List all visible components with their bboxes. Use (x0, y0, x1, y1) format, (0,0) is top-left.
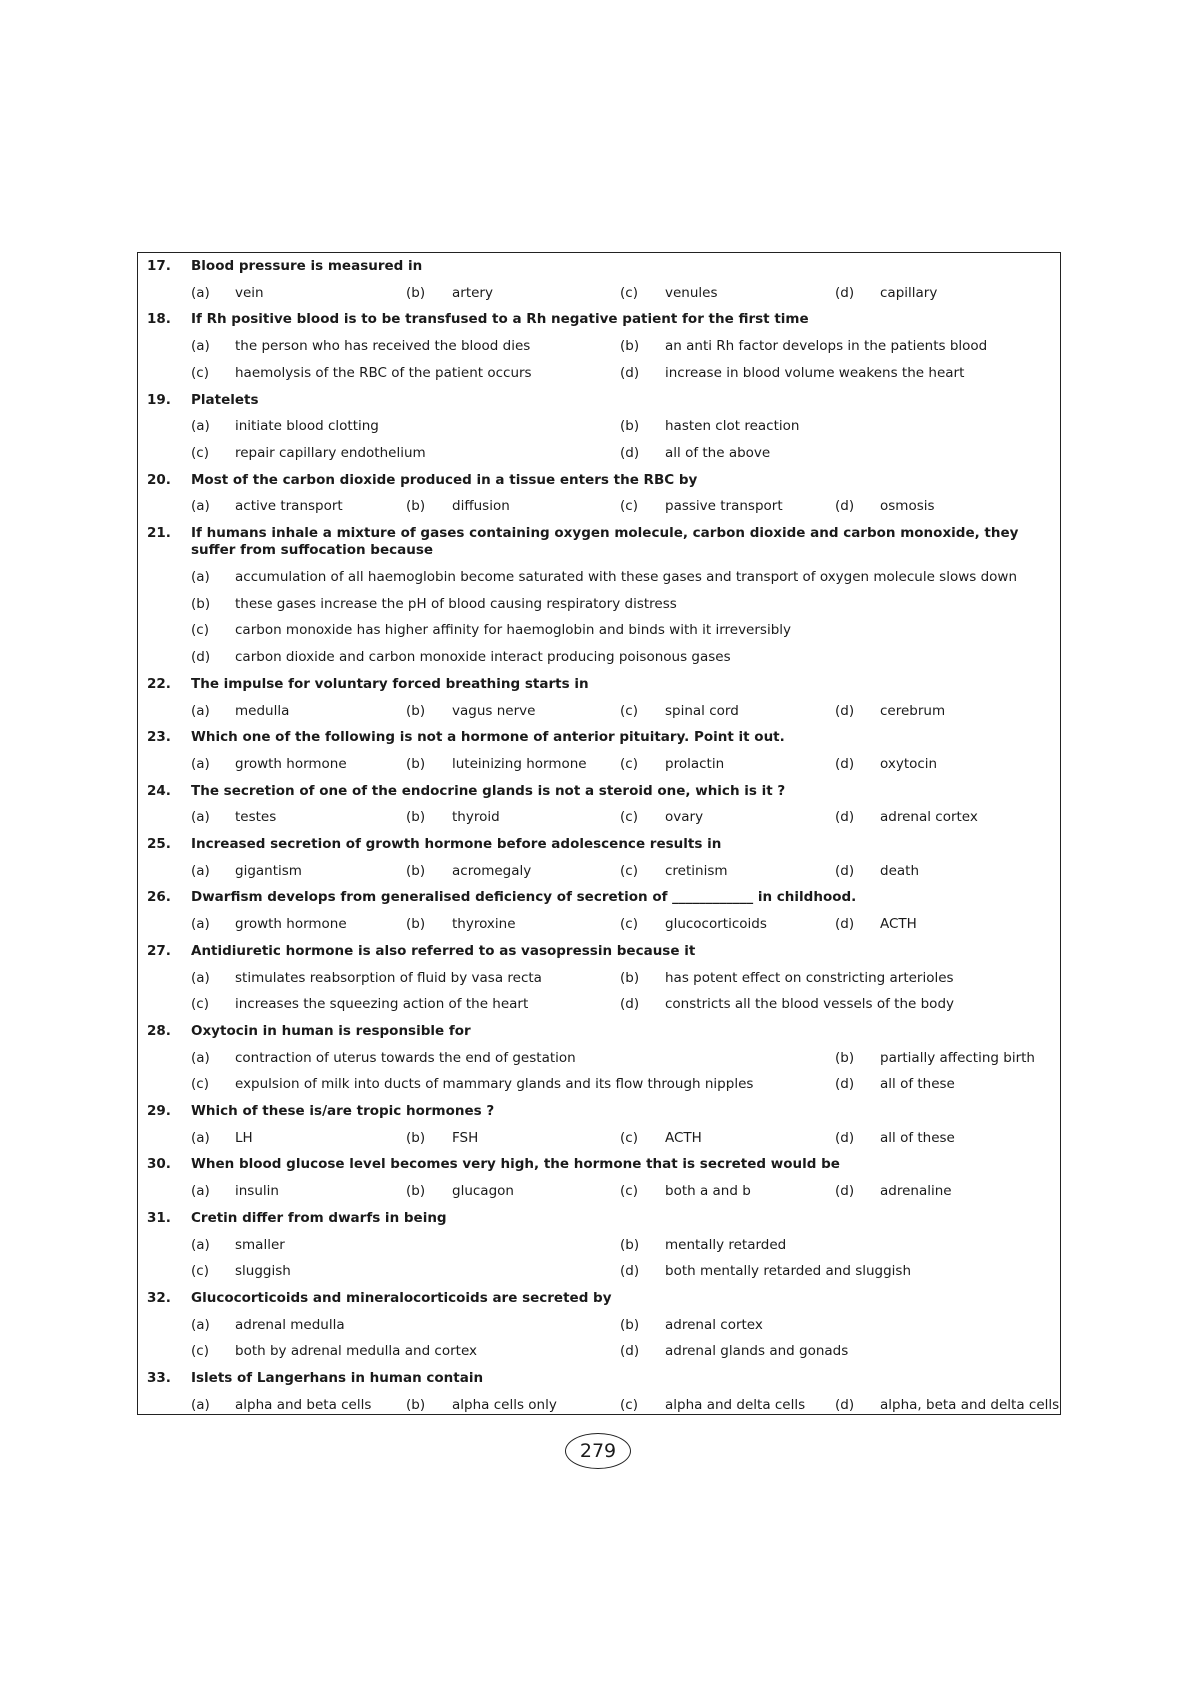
option-label: (a) (191, 338, 210, 355)
question-text: Which of these is/are tropic hormones ? (191, 1103, 495, 1120)
option-text: stimulates reabsorption of fluid by vasa recta (235, 969, 542, 986)
question-row (138, 1103, 1060, 1130)
question-row (138, 729, 1060, 756)
option-text: active transport (235, 498, 343, 515)
option-text: accumulation of all haemoglobin become saturated with these gases and transport of oxygen molecule slows down (235, 569, 1018, 586)
option-label: (d) (835, 702, 855, 719)
option-label: (c) (191, 364, 209, 381)
option-text: capillary (880, 284, 938, 301)
question-row (138, 472, 1060, 499)
question-row (138, 525, 1060, 558)
question-number: 33. (147, 1370, 171, 1387)
option-text: FSH (452, 1129, 479, 1146)
question-row (138, 943, 1060, 970)
option-text: vagus nerve (452, 702, 536, 719)
option-row (138, 863, 1060, 890)
option-text: death (880, 862, 919, 879)
option-label: (d) (620, 444, 640, 461)
question-text: Oxytocin in human is responsible for (191, 1022, 471, 1039)
option-label: (d) (835, 1183, 855, 1200)
option-row (138, 1397, 1060, 1424)
option-label: (b) (620, 1236, 640, 1253)
question-row (138, 311, 1060, 338)
option-row (138, 569, 1060, 596)
option-label: (c) (620, 862, 638, 879)
question-number: 19. (147, 391, 171, 408)
option-row (138, 916, 1060, 943)
option-text: increase in blood volume weakens the heart (665, 364, 965, 381)
option-label: (c) (620, 1183, 638, 1200)
option-label: (b) (406, 916, 426, 933)
question-row (138, 1156, 1060, 1183)
option-text: osmosis (880, 498, 935, 515)
option-text: acromegaly (452, 862, 532, 879)
option-text: all of these (880, 1076, 955, 1093)
question-number: 25. (147, 836, 171, 853)
question-text: Cretin differ from dwarfs in being (191, 1209, 447, 1226)
option-text: smaller (235, 1236, 285, 1253)
option-label: (a) (191, 1049, 210, 1066)
option-label: (a) (191, 969, 210, 986)
option-row (138, 703, 1060, 730)
option-text: medulla (235, 702, 290, 719)
option-row (138, 338, 1060, 365)
option-text: growth hormone (235, 916, 347, 933)
option-label: (c) (191, 622, 209, 639)
option-text: increases the squeezing action of the heart (235, 996, 529, 1013)
option-text: hasten clot reaction (665, 418, 800, 435)
option-label: (d) (620, 996, 640, 1013)
option-text: carbon dioxide and carbon monoxide interact producing poisonous gases (235, 649, 731, 666)
option-text: artery (452, 284, 493, 301)
option-row (138, 809, 1060, 836)
option-row (138, 1183, 1060, 1210)
option-label: (d) (835, 1129, 855, 1146)
question-number: 30. (147, 1156, 171, 1173)
option-text: thyroid (452, 809, 500, 826)
option-row (138, 649, 1060, 676)
option-label: (b) (406, 1129, 426, 1146)
option-text: initiate blood clotting (235, 418, 379, 435)
option-row (138, 1130, 1060, 1157)
option-label: (c) (620, 284, 638, 301)
question-text: Glucocorticoids and mineralocorticoids are secreted by (191, 1289, 612, 1306)
question-row (138, 258, 1060, 285)
option-label: (b) (406, 702, 426, 719)
question-text: Blood pressure is measured in (191, 258, 423, 274)
option-label: (c) (620, 916, 638, 933)
option-text: adrenal cortex (880, 809, 978, 826)
option-text: vein (235, 284, 264, 301)
question-text: Most of the carbon dioxide produced in a tissue enters the RBC by (191, 471, 698, 488)
question-number: 28. (147, 1022, 171, 1039)
option-text: prolactin (665, 755, 725, 772)
option-text: partially affecting birth (880, 1049, 1035, 1066)
page-number: 279 (565, 1433, 631, 1469)
option-label: (d) (835, 862, 855, 879)
question-text: When blood glucose level becomes very high, the hormone that is secreted would be (191, 1156, 840, 1173)
question-row (138, 783, 1060, 810)
option-label: (b) (835, 1049, 855, 1066)
question-text: The secretion of one of the endocrine glands is not a steroid one, which is it ? (191, 782, 786, 799)
option-label: (d) (191, 649, 211, 666)
option-text: carbon monoxide has higher affinity for haemoglobin and binds with it irreversibly (235, 622, 792, 639)
option-label: (b) (620, 418, 640, 435)
option-label: (a) (191, 809, 210, 826)
option-text: mentally retarded (665, 1236, 787, 1253)
option-text: cretinism (665, 862, 728, 879)
option-label: (b) (406, 1396, 426, 1413)
option-label: (b) (406, 498, 426, 515)
option-text: spinal cord (665, 702, 739, 719)
option-row (138, 1050, 1060, 1077)
option-label: (b) (406, 755, 426, 772)
option-label: (a) (191, 1183, 210, 1200)
option-label: (d) (620, 1343, 640, 1360)
option-text: adrenal glands and gonads (665, 1343, 849, 1360)
option-label: (c) (191, 1343, 209, 1360)
question-row (138, 836, 1060, 863)
option-label: (b) (191, 595, 211, 612)
option-text: the person who has received the blood dies (235, 338, 531, 355)
question-number: 31. (147, 1209, 171, 1226)
option-label: (a) (191, 1396, 210, 1413)
option-text: testes (235, 809, 277, 826)
option-text: both by adrenal medulla and cortex (235, 1343, 478, 1360)
option-label: (b) (620, 969, 640, 986)
option-label: (c) (191, 996, 209, 1013)
option-text: has potent effect on constricting arterioles (665, 969, 954, 986)
option-label: (a) (191, 755, 210, 772)
option-text: glucagon (452, 1183, 514, 1200)
option-text: ACTH (880, 916, 917, 933)
option-label: (b) (406, 862, 426, 879)
option-text: adrenaline (880, 1183, 952, 1200)
option-text: sluggish (235, 1263, 291, 1280)
option-label: (d) (835, 284, 855, 301)
option-label: (a) (191, 284, 210, 301)
option-row (138, 1076, 1060, 1103)
option-text: cerebrum (880, 702, 946, 719)
option-label: (d) (835, 498, 855, 515)
option-text: glucocorticoids (665, 916, 767, 933)
option-label: (d) (835, 1076, 855, 1093)
question-text: Islets of Langerhans in human contain (191, 1370, 484, 1387)
option-text: constricts all the blood vessels of the body (665, 996, 954, 1013)
option-label: (a) (191, 916, 210, 933)
option-label: (c) (620, 1129, 638, 1146)
option-label: (d) (835, 809, 855, 826)
question-text: Increased secretion of growth hormone before adolescence results in (191, 836, 722, 853)
option-text: growth hormone (235, 755, 347, 772)
option-row (138, 1237, 1060, 1264)
option-label: (d) (835, 1396, 855, 1413)
option-row (138, 1317, 1060, 1344)
question-number: 27. (147, 942, 171, 959)
option-text: alpha and delta cells (665, 1396, 806, 1413)
option-row (138, 285, 1060, 312)
question-row (138, 676, 1060, 703)
option-text: alpha and beta cells (235, 1396, 372, 1413)
option-text: alpha, beta and delta cells (880, 1396, 1060, 1413)
question-row (138, 1290, 1060, 1317)
option-row (138, 418, 1060, 445)
option-row (138, 756, 1060, 783)
option-label: (c) (191, 1263, 209, 1280)
option-label: (a) (191, 1129, 210, 1146)
option-text: an anti Rh factor develops in the patients blood (665, 338, 988, 355)
option-label: (b) (406, 1183, 426, 1200)
option-text: passive transport (665, 498, 783, 515)
option-text: luteinizing hormone (452, 755, 587, 772)
option-label: (a) (191, 418, 210, 435)
option-row (138, 1343, 1060, 1370)
option-label: (c) (191, 444, 209, 461)
question-row (138, 1023, 1060, 1050)
option-text: all of these (880, 1129, 955, 1146)
option-label: (b) (406, 809, 426, 826)
option-label: (a) (191, 1236, 210, 1253)
question-row (138, 1210, 1060, 1237)
option-text: these gases increase the pH of blood causing respiratory distress (235, 595, 677, 612)
option-text: insulin (235, 1183, 279, 1200)
option-label: (a) (191, 1316, 210, 1333)
question-row (138, 889, 1060, 916)
option-text: expulsion of milk into ducts of mammary glands and its flow through nipples (235, 1076, 754, 1093)
option-text: oxytocin (880, 755, 938, 772)
option-label: (a) (191, 862, 210, 879)
question-text: Dwarfism develops from generalised deficiency of secretion of ____________ in childhood. (191, 889, 857, 906)
option-text: adrenal medulla (235, 1316, 345, 1333)
option-label: (a) (191, 702, 210, 719)
option-text: repair capillary endothelium (235, 444, 426, 461)
option-label: (c) (620, 702, 638, 719)
question-number: 22. (147, 675, 171, 692)
option-text: venules (665, 284, 718, 301)
question-number: 20. (147, 471, 171, 488)
question-number: 23. (147, 729, 171, 746)
option-label: (c) (620, 755, 638, 772)
question-text: Which one of the following is not a hormone of anterior pituitary. Point it out. (191, 729, 785, 746)
question-number: 17. (147, 258, 171, 274)
option-row (138, 498, 1060, 525)
option-label: (c) (620, 809, 638, 826)
option-text: adrenal cortex (665, 1316, 763, 1333)
question-text: Platelets (191, 391, 259, 408)
option-text: all of the above (665, 444, 771, 461)
option-label: (a) (191, 569, 210, 586)
option-row (138, 596, 1060, 623)
option-row (138, 970, 1060, 997)
option-text: LH (235, 1129, 253, 1146)
question-text: Antidiuretic hormone is also referred to as vasopressin because it (191, 942, 696, 959)
option-row (138, 1263, 1060, 1290)
question-number: 18. (147, 311, 171, 328)
question-number: 32. (147, 1289, 171, 1306)
option-text: alpha cells only (452, 1396, 557, 1413)
question-text: If Rh positive blood is to be transfused to a Rh negative patient for the first time (191, 311, 809, 328)
option-label: (d) (620, 364, 640, 381)
option-label: (c) (620, 1396, 638, 1413)
question-row (138, 392, 1060, 419)
question-text: The impulse for voluntary forced breathing starts in (191, 675, 589, 692)
option-row (138, 445, 1060, 472)
option-text: ovary (665, 809, 704, 826)
question-number: 24. (147, 782, 171, 799)
question-row (138, 1370, 1060, 1397)
option-label: (d) (835, 916, 855, 933)
option-label: (c) (620, 498, 638, 515)
option-label: (b) (620, 1316, 640, 1333)
option-label: (b) (406, 284, 426, 301)
option-text: ACTH (665, 1129, 702, 1146)
option-row (138, 996, 1060, 1023)
option-row (138, 622, 1060, 649)
question-number: 29. (147, 1103, 171, 1120)
option-label: (a) (191, 498, 210, 515)
question-number: 26. (147, 889, 171, 906)
question-text: If humans inhale a mixture of gases containing oxygen molecule, carbon dioxide and carbon monoxide, they suffer from suffocation because (191, 525, 1019, 558)
option-label: (b) (620, 338, 640, 355)
option-text: both a and b (665, 1183, 751, 1200)
option-text: contraction of uterus towards the end of gestation (235, 1049, 576, 1066)
option-text: haemolysis of the RBC of the patient occurs (235, 364, 532, 381)
option-text: both mentally retarded and sluggish (665, 1263, 912, 1280)
question-number: 21. (147, 525, 171, 541)
option-text: gigantism (235, 862, 302, 879)
option-label: (c) (191, 1076, 209, 1093)
option-row (138, 365, 1060, 392)
option-label: (d) (620, 1263, 640, 1280)
option-text: thyroxine (452, 916, 516, 933)
option-text: diffusion (452, 498, 510, 515)
question-sheet (137, 252, 1061, 1415)
option-label: (d) (835, 755, 855, 772)
